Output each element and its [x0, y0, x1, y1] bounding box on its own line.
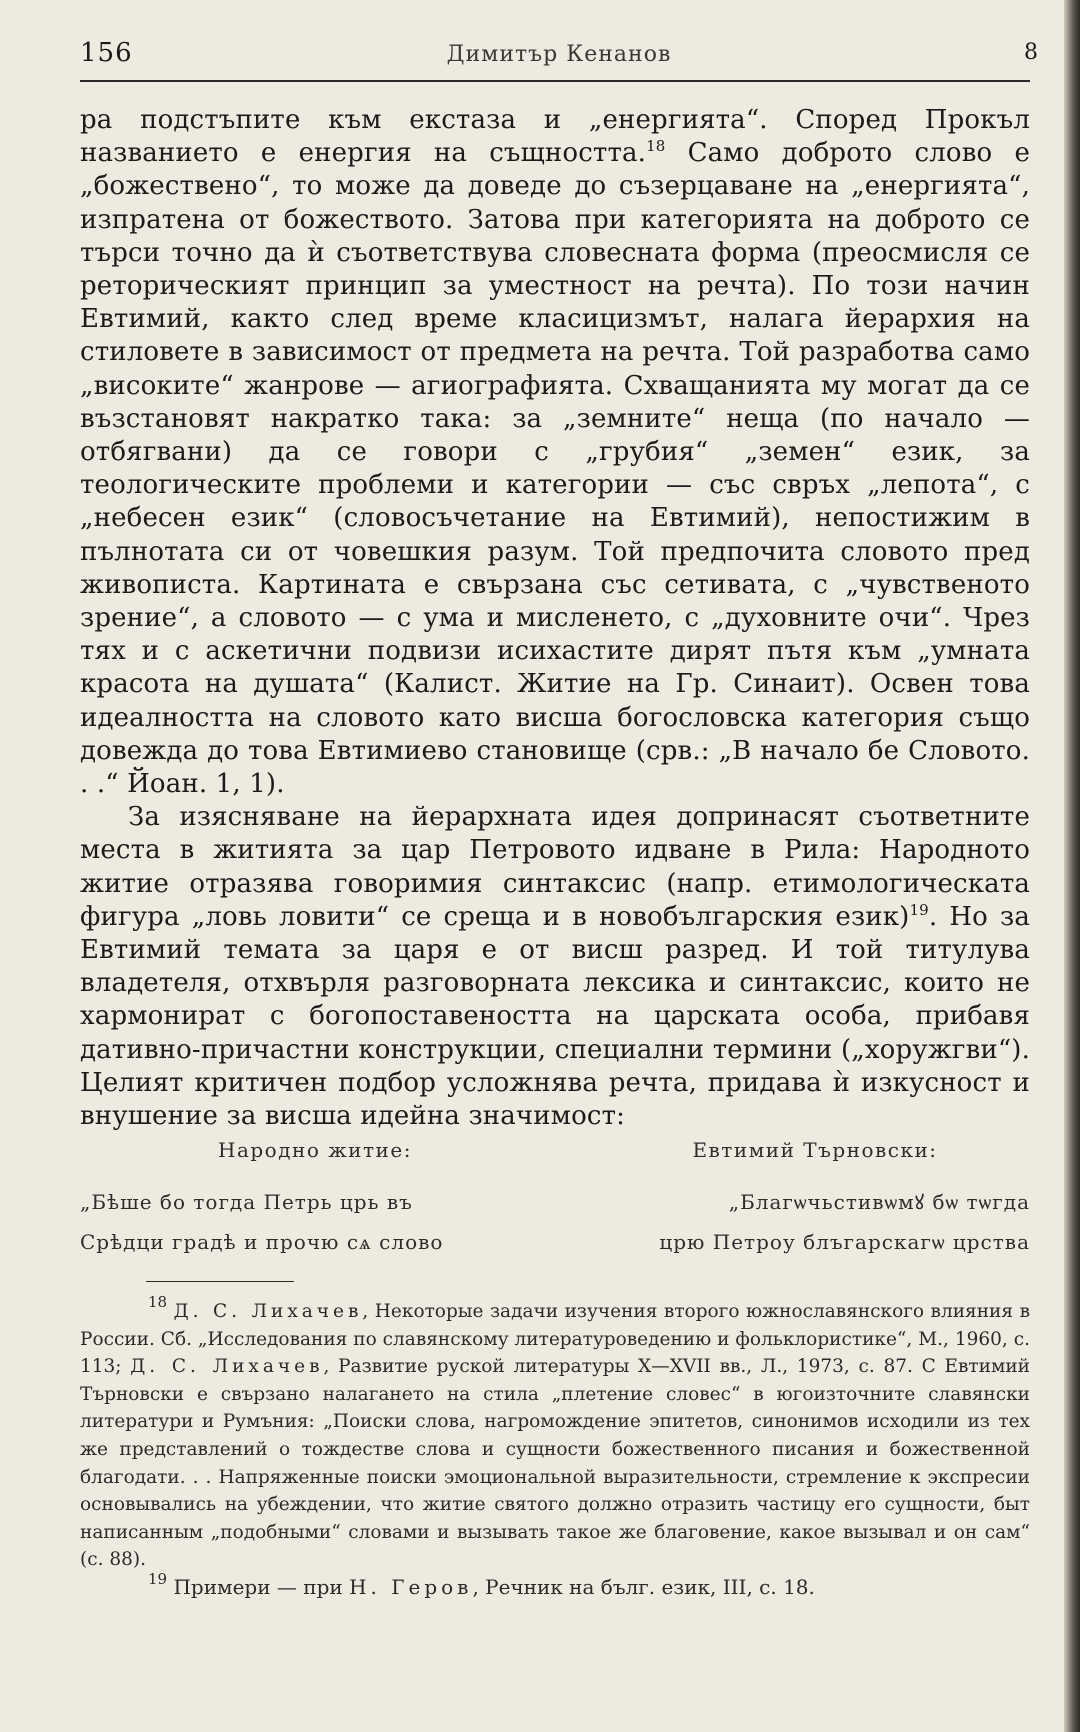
- page-number: 156: [80, 38, 133, 68]
- header-right-mark: 8: [1024, 40, 1038, 65]
- footnote-19-text-1: Примери — при: [167, 1574, 350, 1599]
- quote-evtimiy: [600, 1138, 1030, 1262]
- footnote-19: [80, 1569, 1030, 1602]
- footnote-19-author: Н. Геров: [349, 1574, 473, 1599]
- footnote-18-author-2: Д. С. Лихачев: [130, 1356, 324, 1378]
- para2-text-a: За изясняване на йерархната идея допринасят съответните места в житията за цар Петровото идване в Рила: Народното житие отразява говоримия синтаксис (напр. етимологическата фигура „ловь ловити“ се среща и в новобългарския език): [80, 802, 1030, 932]
- footnote-18-text-1: , Некоторые задачи изучения второго южнославянского влияния в России. Сб. „Исследования по славянскому литературоведению и фольклористике“, М., 1960, с. 113;: [80, 1301, 1030, 1378]
- quote-left-line-1: „Бѣше бо тогда Петрь црь въ: [80, 1190, 413, 1214]
- quote-right-line-2: црю Петроу блъгарскагѡ црства: [659, 1230, 1030, 1254]
- footnote-rule: [146, 1281, 294, 1282]
- main-text: [80, 104, 1030, 1133]
- paragraph-2: [80, 801, 1030, 1133]
- footnote-18-number: 18: [148, 1293, 168, 1311]
- footnote-ref-19: 19: [909, 900, 929, 919]
- running-header: [80, 38, 1038, 78]
- quote-left-line-2: Срѣдци градѣ и прочю сѧ слово: [80, 1230, 444, 1254]
- para2-text-b: . Но за Евтимий темата за царя е от висш разред. И той титулува владетеля, отхвърля разговорната лексика и синтаксис, които не хармонират с богопоставеността на царската особа, прибавя дативно-причастни конструкции, специални термини („хоружгви“). Целият критичен подбор усложнява речта, придава ѝ изкусност и внушение за висша идейна значимост:: [80, 901, 1030, 1132]
- running-title-author: Димитър Кенанов: [446, 42, 672, 67]
- book-spine-shadow: [1064, 0, 1080, 1732]
- quote-folk-life: [80, 1138, 550, 1262]
- footnote-18-author-1: Д. С. Лихачев: [173, 1301, 363, 1322]
- para1-text-a: ра подстъпите към екстаза и „енергията“. Според Прокъл названието е енергия на същността.: [80, 105, 1030, 169]
- footnote-19-number: 19: [148, 1569, 168, 1588]
- footnote-18: [80, 1293, 1030, 1574]
- footnote-18-text-2: , Развитие руской литературы Х—ХVII вв., Л., 1973, с. 87. С Евтимий Търновски е свързано налагането на стила „плетение словес“ в югоизточните славянски литератури и Румъния: „Поиски слова, нагромождение эпитетов, синонимов исходили из тех же представлений о тождестве слова и сущности божественного писания и божественной благодати. . . Напряженные поиски эмоциональной выразительности, стремление к экспресии основывались на убеждении, что житие святого должно отразить частицу его сущности, быт написанным „подобными“ словами и вызывать такое же благовение, какое вызывал и он сам“ (с. 88).: [80, 1356, 1030, 1571]
- para1-text-b: Само доброто слово е „божествено“, то може да доведе до съзерцаване на „енергията“, изпратена от божеството. Затова при категорията на доброто се търси точно да ѝ съответствува словесната форма (преосмисля се реторическият принцип за уместност на речта). По този начин Евтимий, както след време класицизмът, налага йерархия на стиловете в зависимост от предмета на речта. Той разработва само „високите“ жанрове — агиографията. Схващанията му могат да се възстановят накратко така: за „земните“ неща (по начало — отбягвани) да се говори с „грубия“ „земен“ език, за теологическите проблеми и категории — със свръх „лепота“, с „небесен език“ (словосъчетание на Евтимий), непостижим в пълнотата си от човешкия разум. Той предпочита словото пред живописта. Картината е свързана със сетивата, с „чувственото зрение“, а словото — с ума и мисленето, с „духовните очи“. Чрез тях и с аскетични подвизи исихастите дирят пътя към „умната красота на душата“ (Калист. Житие на Гр. Синаит). Освен това идеалността на словото като висша богословска категория също довежда до това Евтимиево становище (срв.: „В начало бе Словото. . .“ Йоан. 1, 1).: [80, 138, 1030, 800]
- paragraph-1: [80, 104, 1030, 801]
- quote-left-heading: Народно житие:: [218, 1138, 412, 1162]
- footnotes: [80, 1293, 1030, 1602]
- quote-right-heading: Евтимий Търновски:: [692, 1138, 938, 1162]
- header-rule: [80, 80, 1030, 82]
- quote-right-line-1: „Благѡчьстивѡмꙋ бѡ тѡгда: [728, 1190, 1030, 1214]
- footnote-19-text-2: , Речник на бълг. език, III, с. 18.: [472, 1574, 815, 1599]
- footnote-ref-18: 18: [646, 137, 666, 156]
